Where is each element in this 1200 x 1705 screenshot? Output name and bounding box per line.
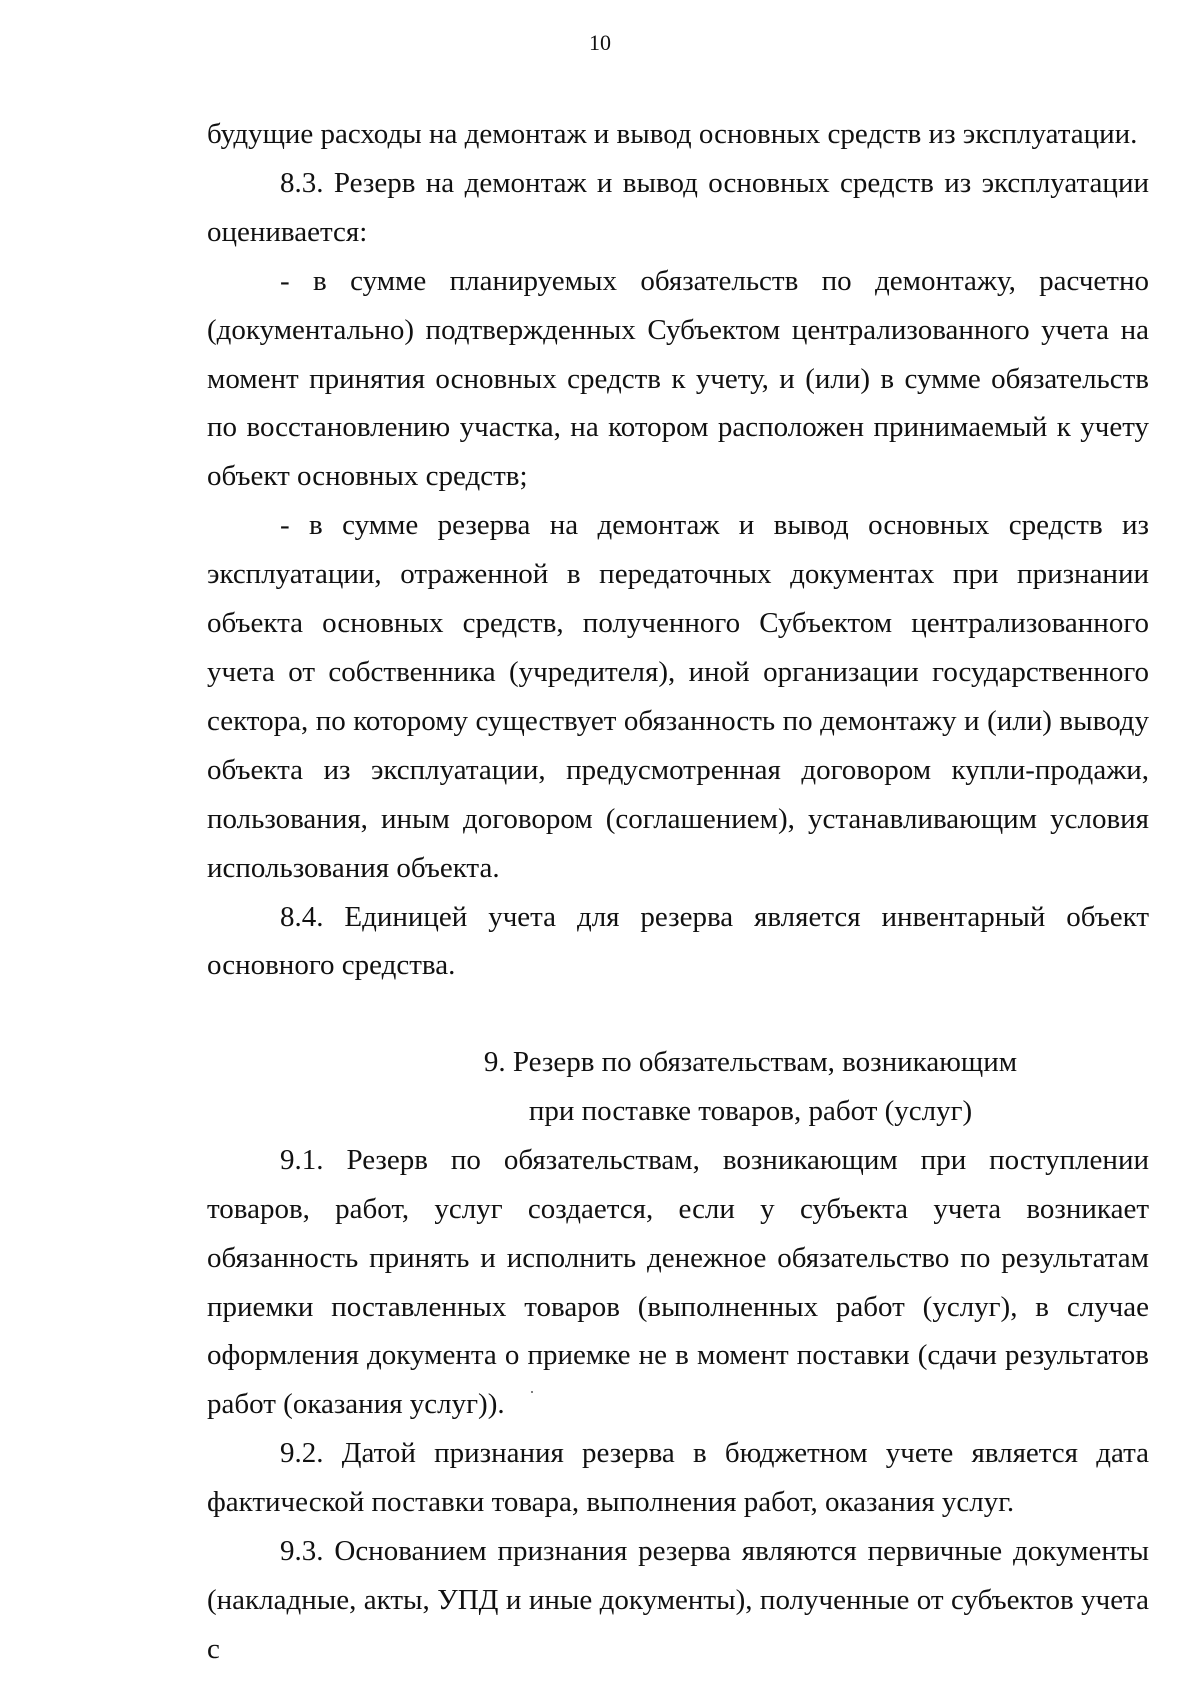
section-8-text [207, 110, 1149, 990]
paragraph-8-3-item-1: - в сумме планируемых обязательств по демонтажу, расчетно (документально) подтвержденных Субъектом централизованного учета на момент принятия основных средств к учету, и (или) в сумме обязательств по восстановлению участка, на котором расположен принимаемый к учету объект основных средств; [207, 264, 1149, 493]
paragraph-9-2: 9.2. Датой признания резерва в бюджетном учете является дата фактической поставки товара, выполнения работ, оказания услуг. [207, 1437, 1149, 1519]
scan-speck [531, 1391, 533, 1393]
section-9-heading [207, 1038, 1149, 1136]
paragraph-8-3: 8.3. Резерв на демонтаж и вывод основных средств из эксплуатации оценивается: [207, 166, 1149, 248]
section-9-heading-line-2: при поставке товаров, работ (услуг) [528, 1094, 973, 1127]
paragraph-continuation: будущие расходы на демонтаж и вывод основных средств из эксплуатации. [207, 118, 1138, 150]
paragraph-9-3: 9.3. Основанием признания резерва являются первичные документы (накладные, акты, УПД и иные документы), полученные от субъектов учета с [207, 1535, 1149, 1665]
paragraph-8-3-item-2: - в сумме резерва на демонтаж и вывод основных средств из эксплуатации, отраженной в передаточных документах при признании объекта основных средств, полученного Субъектом централизованного учета от собственника (учредителя), иной организации государственного сектора, по которому существует обязанность по демонтажу и (или) выводу объекта из эксплуатации, предусмотренная договором купли-продажи, пользования, иным договором (соглашением), устанавливающим условия использования объекта. [207, 509, 1149, 884]
page-number: 10 [589, 30, 611, 55]
section-9-text [207, 1038, 1149, 1674]
paragraph-9-1: 9.1. Резерв по обязательствам, возникающим при поступлении товаров, работ, услуг создается, если у субъекта учета возникает обязанность принять и исполнить денежное обязательство по результатам приемки поставленных товаров (выполненных работ (услуг), в случае оформления документа о приемке не в момент поставки (сдачи результатов работ (оказания услуг)). [207, 1143, 1149, 1421]
section-9-heading-line-1: 9. Резерв по обязательствам, возникающим [483, 1046, 1018, 1078]
paragraph-8-4: 8.4. Единицей учета для резерва является инвентарный объект основного средства. [207, 900, 1149, 982]
